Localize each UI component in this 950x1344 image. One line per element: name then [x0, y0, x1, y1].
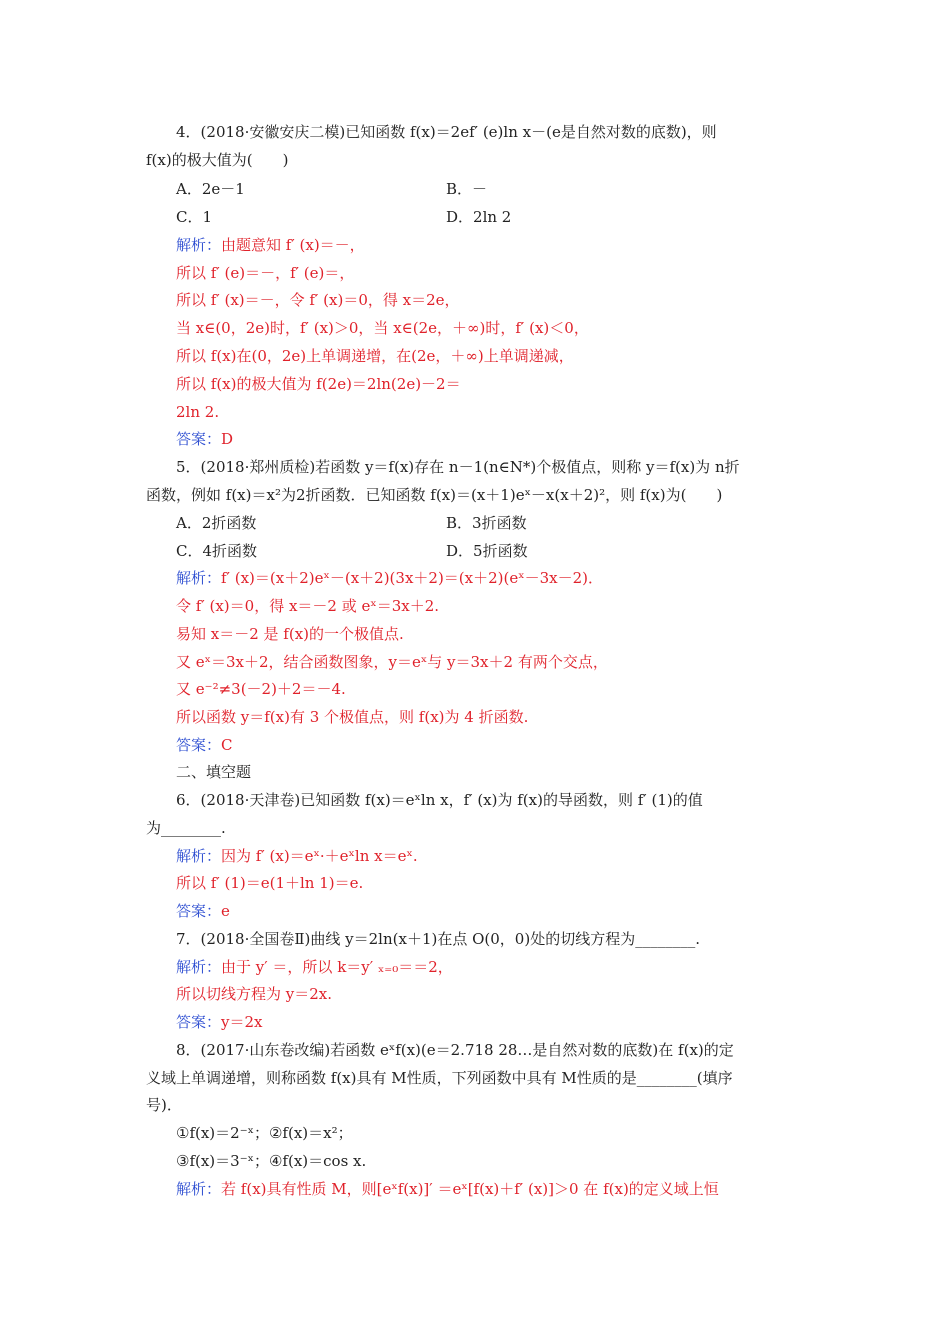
q6-analysis-label: 解析： [176, 847, 222, 865]
section-heading: 二、填空题 [176, 763, 252, 781]
q6-answer-value: e [221, 902, 230, 920]
q8-stem-line2: 义域上单调递增，则称函数 f(x)具有 M性质，下列函数中具有 M性质的是________(填序 [146, 1069, 733, 1087]
q4-answer-label: 答案： [176, 430, 222, 448]
q5-analysis-line4: 又 eˣ＝3x＋2，结合函数图象，y＝eˣ与 y＝3x＋2 有两个交点， [176, 653, 608, 671]
q4-option-b: B．－ [446, 180, 488, 198]
q5-analysis-line5: 又 e⁻²≠3(－2)＋2＝－4. [176, 680, 346, 698]
q8-analysis-text1: 若 f(x)具有性质 M，则[eˣf(x)]′ ＝eˣ[f(x)＋f′ (x)]＞0 在 f(x)的定义域上恒 [221, 1180, 719, 1198]
q4-answer [176, 430, 233, 448]
q7-answer-value: y＝2x [221, 1013, 263, 1031]
q5-analysis-label: 解析： [176, 569, 222, 587]
q7-analysis-label: 解析： [176, 958, 222, 976]
q5-answer-label: 答案： [176, 736, 222, 754]
q6-analysis-line2: 所以 f′ (1)＝e(1＋ln 1)＝e. [176, 874, 364, 892]
q5-analysis-line1 [176, 569, 603, 587]
q6-stem-line2: 为________. [146, 819, 226, 837]
q5-answer-value: C [221, 736, 233, 754]
q4-analysis-label: 解析： [176, 236, 222, 254]
q7-analysis-line1 [176, 958, 453, 976]
q6-stem-line1: 6．(2018·天津卷)已知函数 f(x)＝eˣln x，f′ (x)为 f(x)的导函数，则 f′ (1)的值 [176, 791, 703, 809]
q5-analysis-line2: 令 f′ (x)＝0，得 x＝－2 或 eˣ＝3x＋2. [176, 597, 440, 615]
q7-stem-line1: 7．(2018·全国卷Ⅱ)曲线 y＝2ln(x＋1)在点 O(0，0)处的切线方程为________. [176, 930, 700, 948]
q6-answer-label: 答案： [176, 902, 222, 920]
q4-answer-value: D [221, 430, 234, 448]
q4-analysis-line5: 所以 f(x)在(0，2e)上单调递增，在(2e，＋∞)上单调递减， [176, 347, 574, 365]
q5-stem-line2: 函数，例如 f(x)＝x²为2折函数．已知函数 f(x)＝(x＋1)eˣ－x(x＋2)²，则 f(x)为( ) [146, 486, 723, 504]
q8-stem-line1: 8．(2017·山东卷改编)若函数 eˣf(x)(e＝2.718 28…是自然对数的底数)在 f(x)的定 [176, 1041, 734, 1059]
q5-stem-line1: 5．(2018·郑州质检)若函数 y＝f(x)存在 n－1(n∈N*)个极值点，则称 y＝f(x)为 n折 [176, 458, 740, 476]
q5-analysis-line3: 易知 x＝－2 是 f(x)的一个极值点. [176, 625, 404, 643]
q5-option-c: C．4折函数 [176, 542, 258, 560]
q8-options-line2: ③f(x)＝3⁻ˣ；④f(x)＝cos x. [176, 1152, 367, 1170]
q4-analysis-line1 [176, 236, 365, 254]
q4-analysis-line2: 所以 f′ (e)＝－，f′ (e)＝， [176, 264, 355, 282]
q5-option-a: A．2折函数 [176, 514, 257, 532]
q7-answer-label: 答案： [176, 1013, 222, 1031]
q5-analysis-text1: f′ (x)＝(x＋2)eˣ－(x＋2)(3x＋2)＝(x＋2)(eˣ－3x－2)． [221, 569, 603, 587]
q6-analysis-text1: 因为 f′ (x)＝eˣ·＋eˣln x＝eˣ. [221, 847, 418, 865]
q5-answer [176, 736, 233, 754]
q4-analysis-line3: 所以 f′ (x)＝－，令 f′ (x)＝0，得 x＝2e， [176, 291, 460, 309]
q4-analysis-line6: 所以 f(x)的极大值为 f(2e)＝2ln(2e)－2＝ [176, 375, 461, 393]
q4-analysis-line7: 2ln 2. [176, 403, 220, 421]
q5-option-b: B．3折函数 [446, 514, 527, 532]
q8-stem-line3: 号)． [146, 1096, 182, 1114]
q4-option-d: D．2ln 2 [446, 208, 512, 226]
q4-option-c: C．1 [176, 208, 213, 226]
q7-analysis-line2: 所以切线方程为 y＝2x. [176, 985, 333, 1003]
q5-option-d: D．5折函数 [446, 542, 528, 560]
q5-analysis-line6: 所以函数 y＝f(x)有 3 个极值点，则 f(x)为 4 折函数. [176, 708, 529, 726]
q6-answer [176, 902, 230, 920]
q6-analysis-line1 [176, 847, 418, 865]
q4-analysis-line4: 当 x∈(0，2e)时，f′ (x)＞0，当 x∈(2e，＋∞)时，f′ (x)＜0， [176, 319, 589, 337]
q7-answer [176, 1013, 263, 1031]
q4-option-a: A．2e－1 [176, 180, 245, 198]
q8-options-line1: ①f(x)＝2⁻ˣ；②f(x)＝x²； [176, 1124, 353, 1142]
q4-stem-line2: f(x)的极大值为( ) [146, 151, 289, 169]
q4-stem-line1: 4．(2018·安徽安庆二模)已知函数 f(x)＝2ef′ (e)ln x－(e是自然对数的底数)，则 [176, 123, 717, 141]
q8-analysis-label: 解析： [176, 1180, 222, 1198]
q7-analysis-text1: 由于 y′ ＝，所以 k＝y′ ₓ₌₀＝＝2， [221, 958, 453, 976]
q8-analysis-line1 [176, 1180, 719, 1198]
q4-analysis-text1: 由题意知 f′ (x)＝－， [221, 236, 365, 254]
